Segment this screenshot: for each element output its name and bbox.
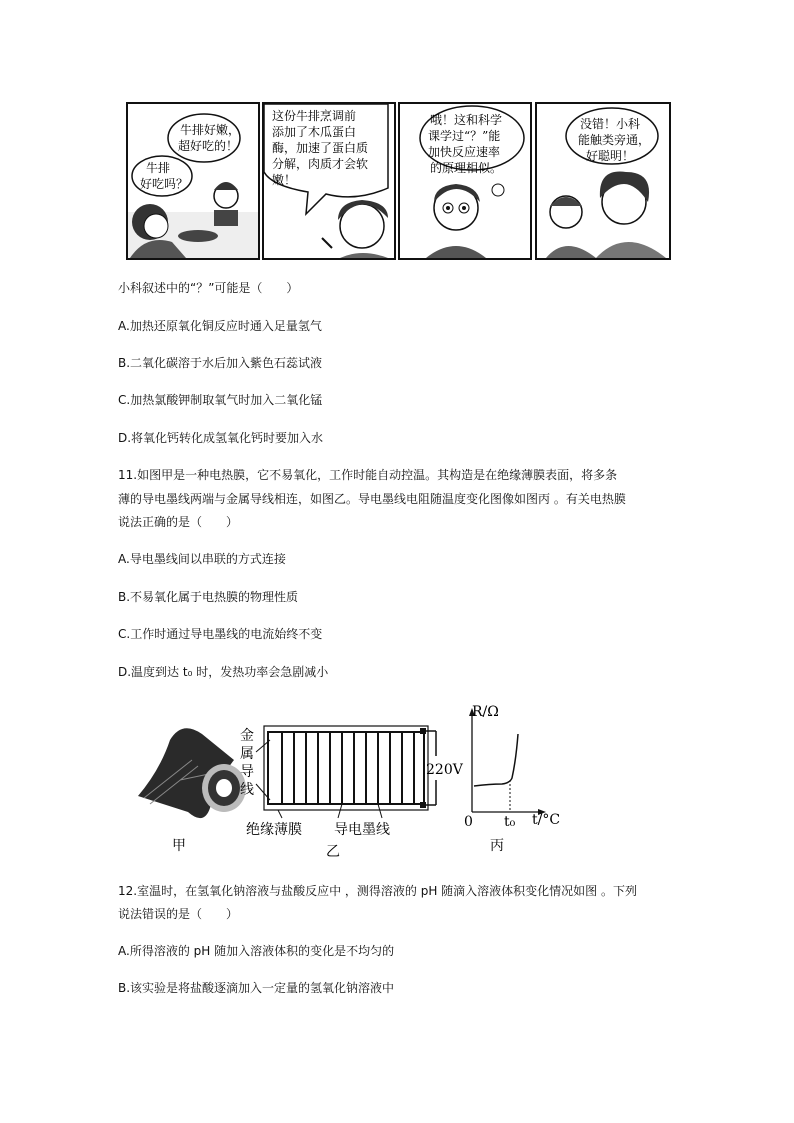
label-jia: 甲 xyxy=(172,838,186,854)
q10-option-c: C.加热氯酸钾制取氧气时加入二氧化锰 xyxy=(118,393,323,407)
panel3-line4: 的原理相似。 xyxy=(430,161,503,175)
figure-yi-circuit xyxy=(240,726,464,860)
panel2-line5: 嫩！ xyxy=(272,173,297,187)
figure-jia-film-roll xyxy=(138,728,246,854)
label-yi: 乙 xyxy=(326,844,340,860)
panel1-bubble-b-line1: 牛排 xyxy=(146,161,171,175)
t0-label: t₀ xyxy=(504,814,516,830)
ink-line-label: 导电墨线 xyxy=(334,822,390,838)
q11-option-a: A.导电墨线间以串联的方式连接 xyxy=(118,552,286,566)
metal-wire-char-2: 属 xyxy=(240,746,254,762)
figure-bing-graph xyxy=(464,704,560,854)
q12-option-a: A.所得溶液的 pH 随加入溶液体积的变化是不均匀的 xyxy=(118,944,395,958)
comic-panel-3 xyxy=(399,103,531,259)
comic-panel-4 xyxy=(536,103,670,259)
resistance-curve xyxy=(474,734,518,786)
comic-panel-1 xyxy=(127,103,259,259)
label-bing: 丙 xyxy=(490,838,504,854)
q11-option-b: B.不易氧化属于电热膜的物理性质 xyxy=(118,590,299,604)
panel3-line1: 哦！这和科学 xyxy=(430,113,503,127)
q11-option-c: C.工作时通过导电墨线的电流始终不变 xyxy=(118,627,323,641)
q12-stem-line2: 说法错误的是（ ） xyxy=(118,907,239,921)
panel1-bubble-a-line2: 超好吃的！ xyxy=(178,139,239,153)
q11-option-d: D.温度到达 t₀ 时，发热功率会急剧减小 xyxy=(118,665,329,679)
q10-stem: 小科叙述中的“？”可能是（ ） xyxy=(118,281,299,295)
panel4-line2: 能触类旁通， xyxy=(578,133,651,147)
q11-figure xyxy=(130,700,570,860)
origin-label: 0 xyxy=(464,814,473,830)
q11-stem-line2: 薄的导电墨线两端与金属导线相连，如图乙。导电墨线电阻随温度变化图像如图丙 。有关电热膜 xyxy=(118,492,626,506)
panel2-line3: 酶，加速了蛋白质 xyxy=(272,141,369,155)
panel1-bubble-b-line2: 好吃吗？ xyxy=(140,177,189,191)
panel2-line1: 这份牛排烹调前 xyxy=(272,109,357,123)
q10-option-a: A.加热还原氧化铜反应时通入足量氢气 xyxy=(118,319,322,333)
panel3-line3: 加快反应速率 xyxy=(428,145,501,159)
q12-option-b: B.该实验是将盐酸逐滴加入一定量的氢氧化钠溶液中 xyxy=(118,981,395,995)
q12-stem-line1: 12.室温时，在氢氧化钠溶液与盐酸反应中 ，测得溶液的 pH 随滴入溶液体积变化情况如图 。下列 xyxy=(118,884,637,898)
metal-wire-char-4: 线 xyxy=(240,782,254,798)
panel2-line2: 添加了木瓜蛋白 xyxy=(272,125,357,139)
y-axis-label: R/Ω xyxy=(472,704,499,720)
q11-stem-line3: 说法正确的是（ ） xyxy=(118,515,239,529)
panel1-bubble-a-line1: 牛排好嫩， xyxy=(180,123,241,137)
comic-panel-2 xyxy=(263,103,395,259)
q11-stem-line1: 11.如图甲是一种电热膜，它不易氧化，工作时能自动控温。其构造是在绝缘薄膜表面，将多条 xyxy=(118,468,618,482)
panel3-line2: 课学过“？”能 xyxy=(428,129,501,143)
q10-option-d: D.将氧化钙转化成氢氧化钙时要加入水 xyxy=(118,431,324,445)
q10-option-b: B.二氧化碳溶于水后加入紫色石蕊试液 xyxy=(118,356,323,370)
panel2-line4: 分解，肉质才会软 xyxy=(272,157,369,171)
metal-wire-char-1: 金 xyxy=(240,728,254,744)
panel4-line1: 没错！小科 xyxy=(580,117,641,131)
panel4-line3: 好聪明！ xyxy=(586,149,635,163)
insulating-film-label: 绝缘薄膜 xyxy=(246,822,302,838)
metal-wire-char-3: 导 xyxy=(240,764,254,780)
x-axis-label: t/°C xyxy=(532,812,561,828)
voltage-label: 220V xyxy=(426,762,463,778)
comic-strip xyxy=(126,102,672,262)
